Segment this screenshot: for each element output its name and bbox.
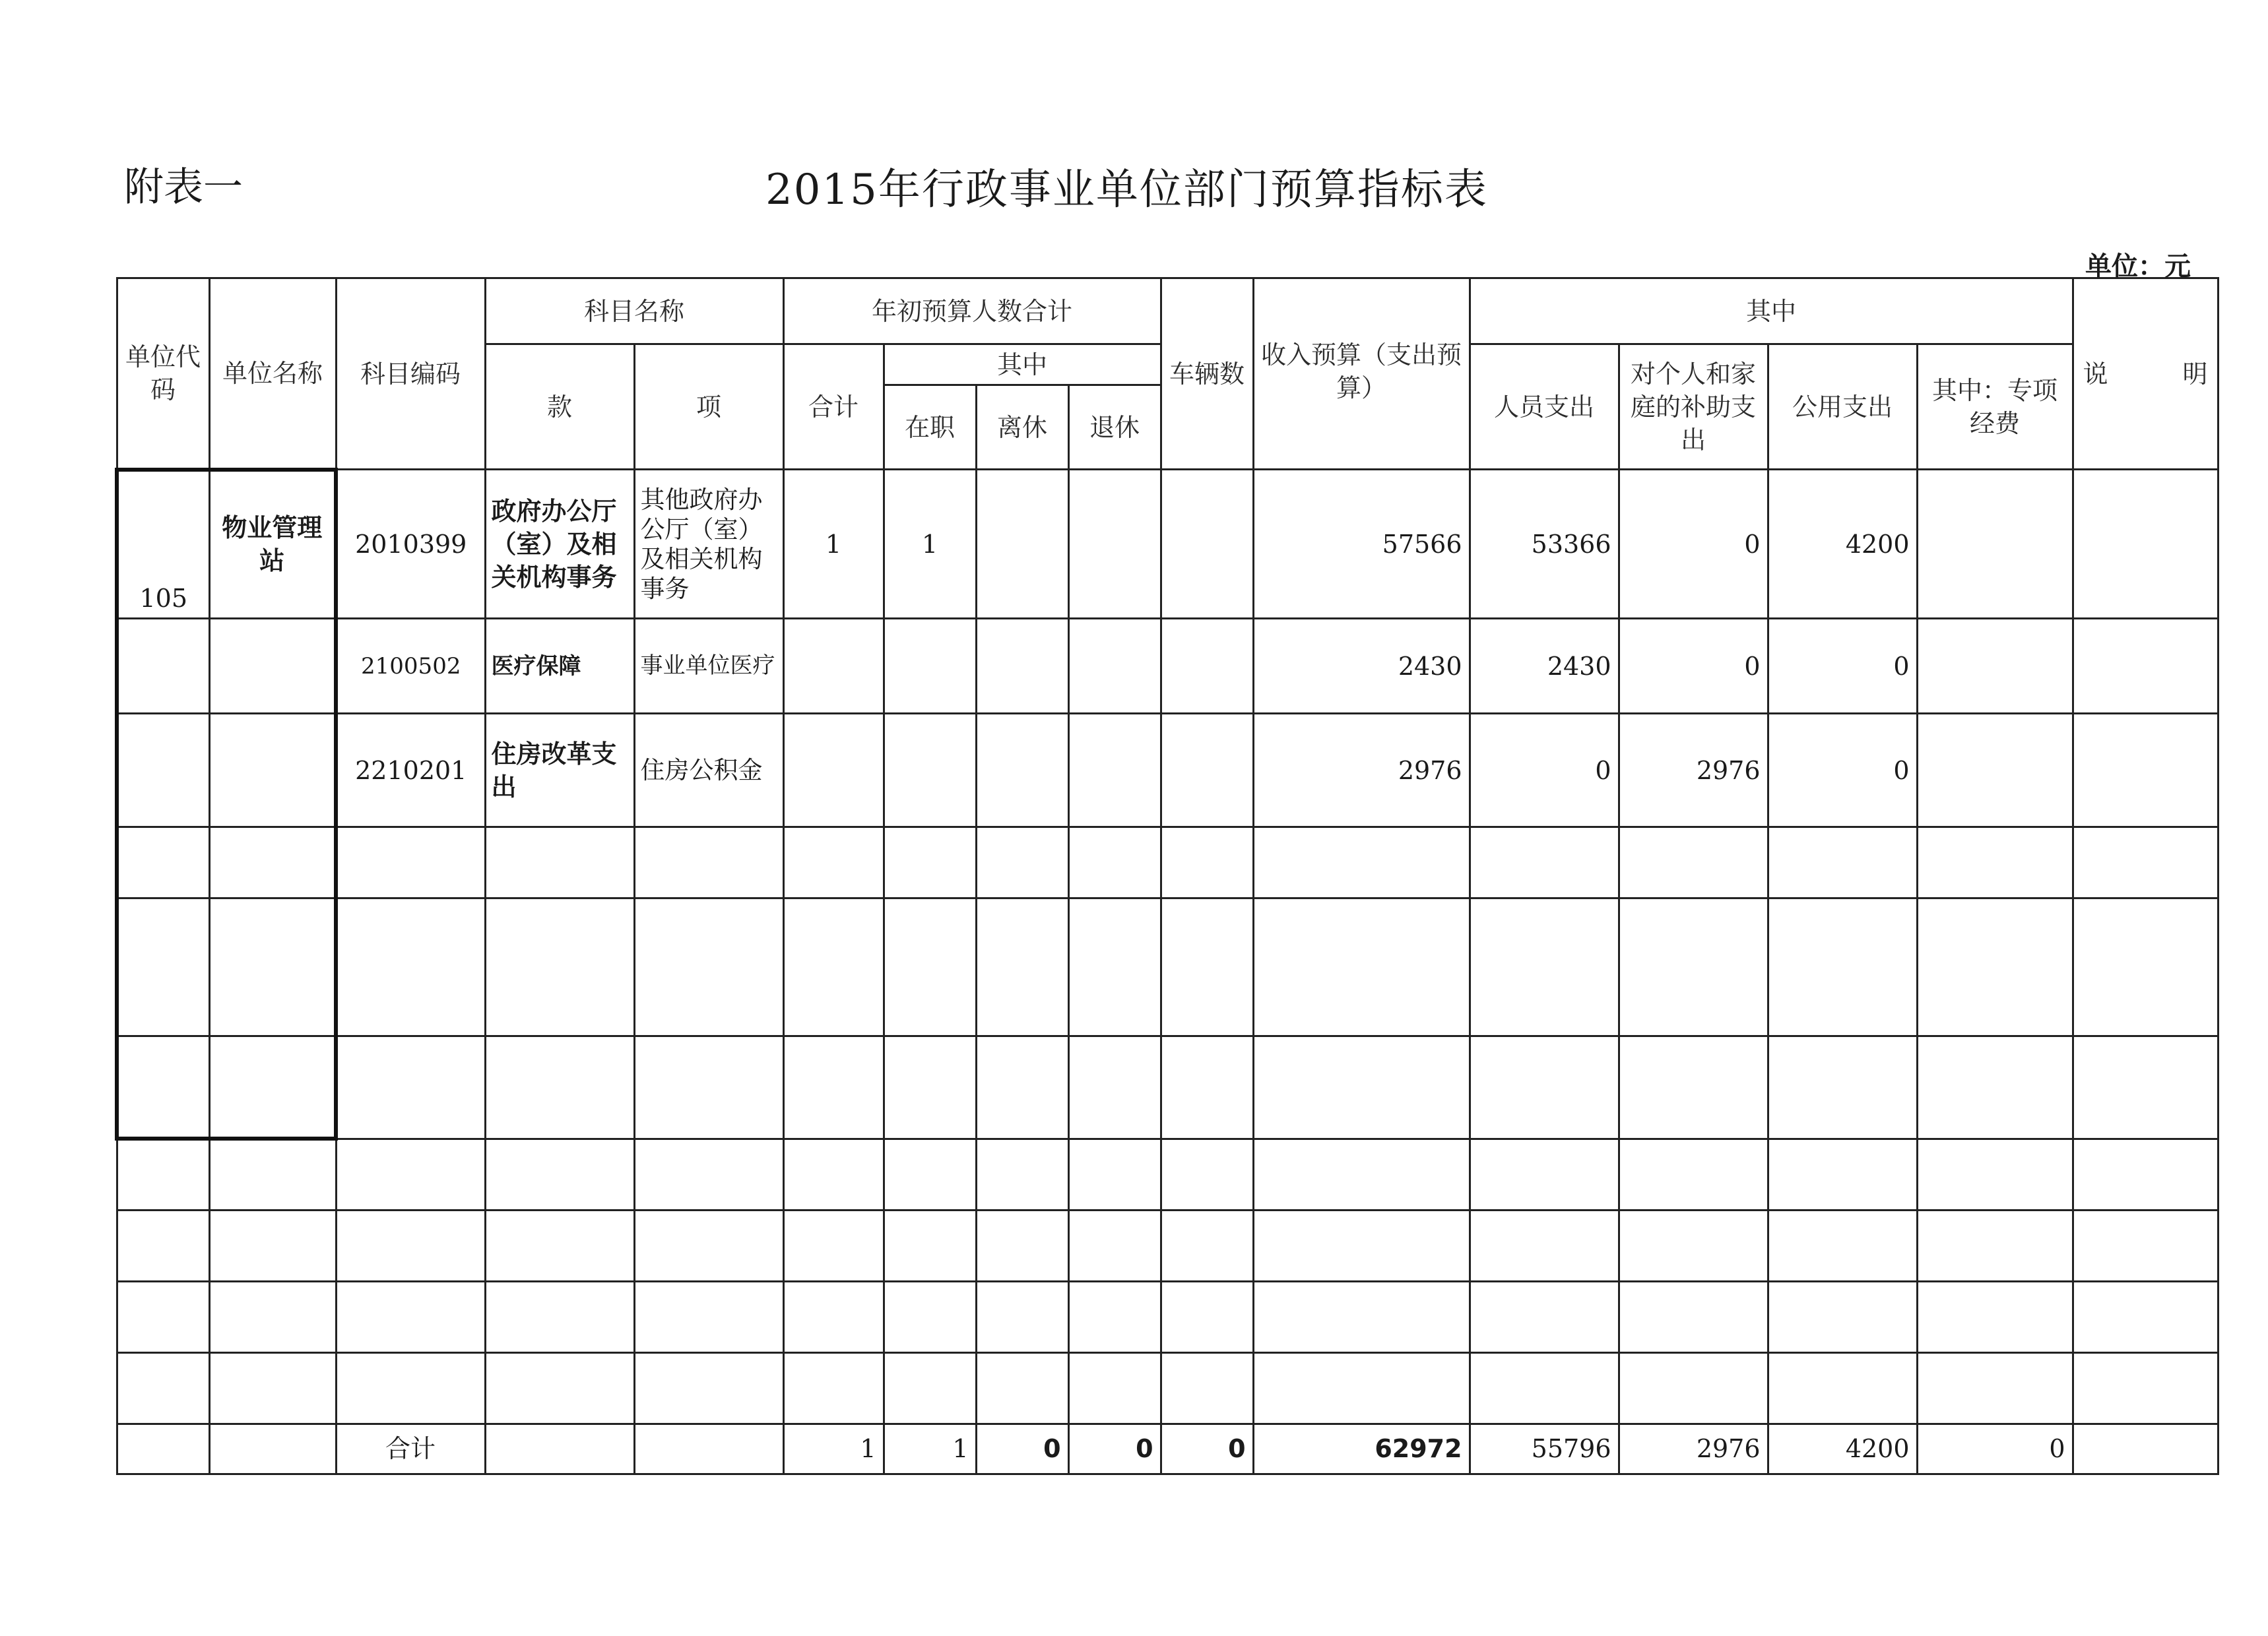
- empty-cell: [1917, 1352, 2073, 1424]
- empty-cell: [117, 898, 209, 1036]
- empty-cell: [336, 1352, 485, 1424]
- subsidy-exp-cell: 0: [1619, 619, 1768, 714]
- empty-cell: [1619, 827, 1768, 898]
- empty-cell: [1161, 1139, 1253, 1210]
- empty-row: [117, 898, 2218, 1036]
- total-retired-li: 0: [976, 1424, 1068, 1474]
- empty-row: [117, 1139, 2218, 1210]
- header-staff-sum: 合计: [783, 344, 884, 470]
- empty-cell: [1253, 1352, 1470, 1424]
- special-funds-cell: [1917, 470, 2073, 619]
- annex-label: 附表一: [124, 164, 243, 210]
- empty-cell: [634, 1036, 783, 1139]
- empty-cell: [1253, 898, 1470, 1036]
- empty-cell: [1068, 1352, 1161, 1424]
- empty-cell: [783, 827, 884, 898]
- header-personnel-exp: 人员支出: [1470, 344, 1619, 470]
- empty-cell: [1619, 1210, 1768, 1281]
- total-subsidy-exp: 2976: [1619, 1424, 1768, 1474]
- empty-cell: [976, 1036, 1068, 1139]
- empty-cell: [1917, 1210, 2073, 1281]
- header-unit-name: 单位名称: [209, 278, 336, 470]
- empty-cell: [117, 1210, 209, 1281]
- empty-cell: [1768, 1139, 1917, 1210]
- empty-cell: [1253, 1036, 1470, 1139]
- empty-cell: [634, 1210, 783, 1281]
- empty-cell: [783, 1036, 884, 1139]
- empty-cell: [209, 1139, 336, 1210]
- empty-cell: [1917, 827, 2073, 898]
- empty-cell: [634, 1139, 783, 1210]
- personnel-exp-cell: 53366: [1470, 470, 1619, 619]
- empty-row: [117, 1352, 2218, 1424]
- empty-cell: [634, 827, 783, 898]
- header-income-budget: 收入预算（支出预算）: [1253, 278, 1470, 470]
- empty-cell: [209, 1281, 336, 1352]
- empty-cell: [634, 898, 783, 1036]
- empty-cell: [1470, 1210, 1619, 1281]
- empty-cell: [1253, 827, 1470, 898]
- empty-cell: [884, 1281, 976, 1352]
- empty-cell: [209, 1424, 336, 1474]
- empty-cell: [2073, 1139, 2218, 1210]
- subject-code-cell: 2010399: [336, 470, 485, 619]
- remarks-cell: [2073, 714, 2218, 827]
- retired-li-cell: [976, 619, 1068, 714]
- empty-cell: [884, 827, 976, 898]
- header-remarks-char-2: 明: [2182, 359, 2208, 389]
- empty-cell: [2073, 898, 2218, 1036]
- empty-cell: [634, 1424, 783, 1474]
- personnel-exp-cell: 0: [1470, 714, 1619, 827]
- empty-cell: [1768, 827, 1917, 898]
- header-vehicles: 车辆数: [1161, 278, 1253, 470]
- empty-cell: [2073, 1210, 2218, 1281]
- empty-cell: [336, 1210, 485, 1281]
- vehicles-cell: [1161, 619, 1253, 714]
- unit-name-cell: 物业管理站: [209, 470, 336, 619]
- special-funds-cell: [1917, 619, 2073, 714]
- empty-cell: [1768, 1281, 1917, 1352]
- empty-cell: [884, 898, 976, 1036]
- empty-cell: [1161, 827, 1253, 898]
- header-subject-code: 科目编码: [336, 278, 485, 470]
- header-staff-of-which: 其中: [884, 344, 1161, 385]
- total-retired-tui: 0: [1068, 1424, 1161, 1474]
- empty-cell: [2073, 1281, 2218, 1352]
- total-in-service: 1: [884, 1424, 976, 1474]
- empty-cell: [1161, 1352, 1253, 1424]
- empty-cell: [2073, 827, 2218, 898]
- empty-row: [117, 827, 2218, 898]
- totals-label: 合计: [336, 1424, 485, 1474]
- empty-cell: [1470, 1139, 1619, 1210]
- header-remarks: [2073, 278, 2218, 470]
- empty-cell: [336, 1281, 485, 1352]
- empty-cell: [884, 1139, 976, 1210]
- header-remarks-char-1: 说: [2083, 359, 2108, 389]
- kuan-cell: 政府办公厅（室）及相关机构事务: [485, 470, 634, 619]
- public-exp-cell: 4200: [1768, 470, 1917, 619]
- header-kuan: 款: [485, 344, 634, 470]
- empty-cell: [634, 1352, 783, 1424]
- empty-cell: [1917, 1281, 2073, 1352]
- header-retired-tui: 退休: [1068, 385, 1161, 470]
- empty-cell: [1619, 1281, 1768, 1352]
- empty-cell: [1470, 1036, 1619, 1139]
- in-service-cell: 1: [884, 470, 976, 619]
- empty-cell: [485, 1424, 634, 1474]
- empty-cell: [884, 1210, 976, 1281]
- header-of-which: 其中: [1470, 278, 2073, 344]
- staff-sum-cell: [783, 714, 884, 827]
- retired-li-cell: [976, 714, 1068, 827]
- xiang-cell: 事业单位医疗: [634, 619, 783, 714]
- empty-cell: [1768, 1036, 1917, 1139]
- xiang-cell: 住房公积金: [634, 714, 783, 827]
- empty-cell: [1619, 1139, 1768, 1210]
- in-service-cell: [884, 714, 976, 827]
- header-subsidy-exp: 对个人和家庭的补助支出: [1619, 344, 1768, 470]
- header-xiang: 项: [634, 344, 783, 470]
- empty-cell: [634, 1281, 783, 1352]
- page-title: 2015年行政事业单位部门预算指标表: [765, 166, 1488, 214]
- subject-code-cell: 2100502: [336, 619, 485, 714]
- public-exp-cell: 0: [1768, 619, 1917, 714]
- empty-cell: [976, 898, 1068, 1036]
- empty-row: [117, 1036, 2218, 1139]
- total-special-funds: 0: [1917, 1424, 2073, 1474]
- header-public-exp: 公用支出: [1768, 344, 1917, 470]
- empty-cell: [117, 1281, 209, 1352]
- empty-cell: [1917, 898, 2073, 1036]
- remarks-cell: [2073, 470, 2218, 619]
- empty-cell: [485, 1210, 634, 1281]
- empty-cell: [1470, 1352, 1619, 1424]
- empty-cell: [2073, 1036, 2218, 1139]
- subsidy-exp-cell: 2976: [1619, 714, 1768, 827]
- unit-name-cell: [209, 714, 336, 827]
- header-row-1: [117, 278, 2218, 344]
- header-retired-li: 离休: [976, 385, 1068, 470]
- retired-tui-cell: [1068, 619, 1161, 714]
- empty-cell: [1470, 898, 1619, 1036]
- empty-cell: [209, 1036, 336, 1139]
- empty-cell: [976, 1352, 1068, 1424]
- empty-cell: [209, 1210, 336, 1281]
- kuan-cell: 医疗保障: [485, 619, 634, 714]
- header-in-service: 在职: [884, 385, 976, 470]
- empty-cell: [1768, 898, 1917, 1036]
- empty-cell: [783, 898, 884, 1036]
- empty-cell: [976, 827, 1068, 898]
- retired-tui-cell: [1068, 714, 1161, 827]
- unit-name-cell: [209, 619, 336, 714]
- subject-code-cell: 2210201: [336, 714, 485, 827]
- empty-row: [117, 1210, 2218, 1281]
- empty-cell: [336, 1036, 485, 1139]
- empty-cell: [485, 1352, 634, 1424]
- empty-cell: [976, 1139, 1068, 1210]
- income-budget-cell: 2976: [1253, 714, 1470, 827]
- empty-cell: [485, 1281, 634, 1352]
- empty-cell: [485, 898, 634, 1036]
- total-personnel-exp: 55796: [1470, 1424, 1619, 1474]
- empty-cell: [783, 1139, 884, 1210]
- header-subject-name: 科目名称: [485, 278, 783, 344]
- empty-cell: [117, 1424, 209, 1474]
- xiang-cell: 其他政府办公厅（室）及相关机构事务: [634, 470, 783, 619]
- empty-cell: [1470, 1281, 1619, 1352]
- empty-cell: [209, 1352, 336, 1424]
- empty-cell: [1068, 1139, 1161, 1210]
- empty-cell: [117, 827, 209, 898]
- empty-cell: [1768, 1210, 1917, 1281]
- retired-li-cell: [976, 470, 1068, 619]
- empty-cell: [336, 898, 485, 1036]
- empty-cell: [1161, 898, 1253, 1036]
- special-funds-cell: [1917, 714, 2073, 827]
- empty-cell: [1253, 1281, 1470, 1352]
- vehicles-cell: [1161, 714, 1253, 827]
- table-row: [117, 619, 2218, 714]
- total-staff-sum: 1: [783, 1424, 884, 1474]
- staff-sum-cell: 1: [783, 470, 884, 619]
- budget-table: [115, 277, 2219, 1475]
- remarks-cell: [2073, 619, 2218, 714]
- header-staff-total: 年初预算人数合计: [783, 278, 1161, 344]
- empty-cell: [884, 1352, 976, 1424]
- empty-cell: [1917, 1036, 2073, 1139]
- unit-code-cell: [117, 619, 209, 714]
- empty-cell: [1068, 1036, 1161, 1139]
- income-budget-cell: 2430: [1253, 619, 1470, 714]
- empty-cell: [1470, 827, 1619, 898]
- in-service-cell: [884, 619, 976, 714]
- empty-cell: [336, 1139, 485, 1210]
- unit-code-cell: [117, 714, 209, 827]
- empty-cell: [1161, 1210, 1253, 1281]
- empty-cell: [1068, 898, 1161, 1036]
- empty-cell: [1068, 1210, 1161, 1281]
- empty-cell: [783, 1281, 884, 1352]
- empty-cell: [485, 1036, 634, 1139]
- empty-cell: [485, 827, 634, 898]
- table-row: [117, 714, 2218, 827]
- empty-cell: [485, 1139, 634, 1210]
- empty-cell: [117, 1352, 209, 1424]
- empty-cell: [1253, 1139, 1470, 1210]
- header-unit-code: 单位代码: [117, 278, 209, 470]
- empty-cell: [209, 898, 336, 1036]
- empty-cell: [783, 1210, 884, 1281]
- staff-sum-cell: [783, 619, 884, 714]
- empty-cell: [1619, 898, 1768, 1036]
- empty-cell: [1619, 1352, 1768, 1424]
- personnel-exp-cell: 2430: [1470, 619, 1619, 714]
- public-exp-cell: 0: [1768, 714, 1917, 827]
- subsidy-exp-cell: 0: [1619, 470, 1768, 619]
- vehicles-cell: [1161, 470, 1253, 619]
- empty-cell: [1068, 827, 1161, 898]
- empty-cell: [1161, 1281, 1253, 1352]
- empty-cell: [1253, 1210, 1470, 1281]
- retired-tui-cell: [1068, 470, 1161, 619]
- empty-cell: [1068, 1281, 1161, 1352]
- header-special-funds: 其中：专项经费: [1917, 344, 2073, 470]
- income-budget-cell: 57566: [1253, 470, 1470, 619]
- empty-cell: [117, 1139, 209, 1210]
- empty-cell: [117, 1036, 209, 1139]
- currency-unit-label: 单位：元: [2085, 251, 2191, 282]
- empty-cell: [976, 1281, 1068, 1352]
- total-vehicles: 0: [1161, 1424, 1253, 1474]
- table-row: [117, 470, 2218, 619]
- unit-code-cell: 105: [117, 470, 209, 619]
- empty-cell: [336, 827, 485, 898]
- empty-cell: [209, 827, 336, 898]
- totals-row: [117, 1424, 2218, 1474]
- empty-cell: [2073, 1424, 2218, 1474]
- empty-cell: [783, 1352, 884, 1424]
- empty-cell: [1619, 1036, 1768, 1139]
- empty-cell: [884, 1036, 976, 1139]
- empty-row: [117, 1281, 2218, 1352]
- total-income-budget: 62972: [1253, 1424, 1470, 1474]
- empty-cell: [1161, 1036, 1253, 1139]
- total-public-exp: 4200: [1768, 1424, 1917, 1474]
- empty-cell: [976, 1210, 1068, 1281]
- empty-cell: [1768, 1352, 1917, 1424]
- empty-cell: [2073, 1352, 2218, 1424]
- empty-cell: [1917, 1139, 2073, 1210]
- kuan-cell: 住房改革支出: [485, 714, 634, 827]
